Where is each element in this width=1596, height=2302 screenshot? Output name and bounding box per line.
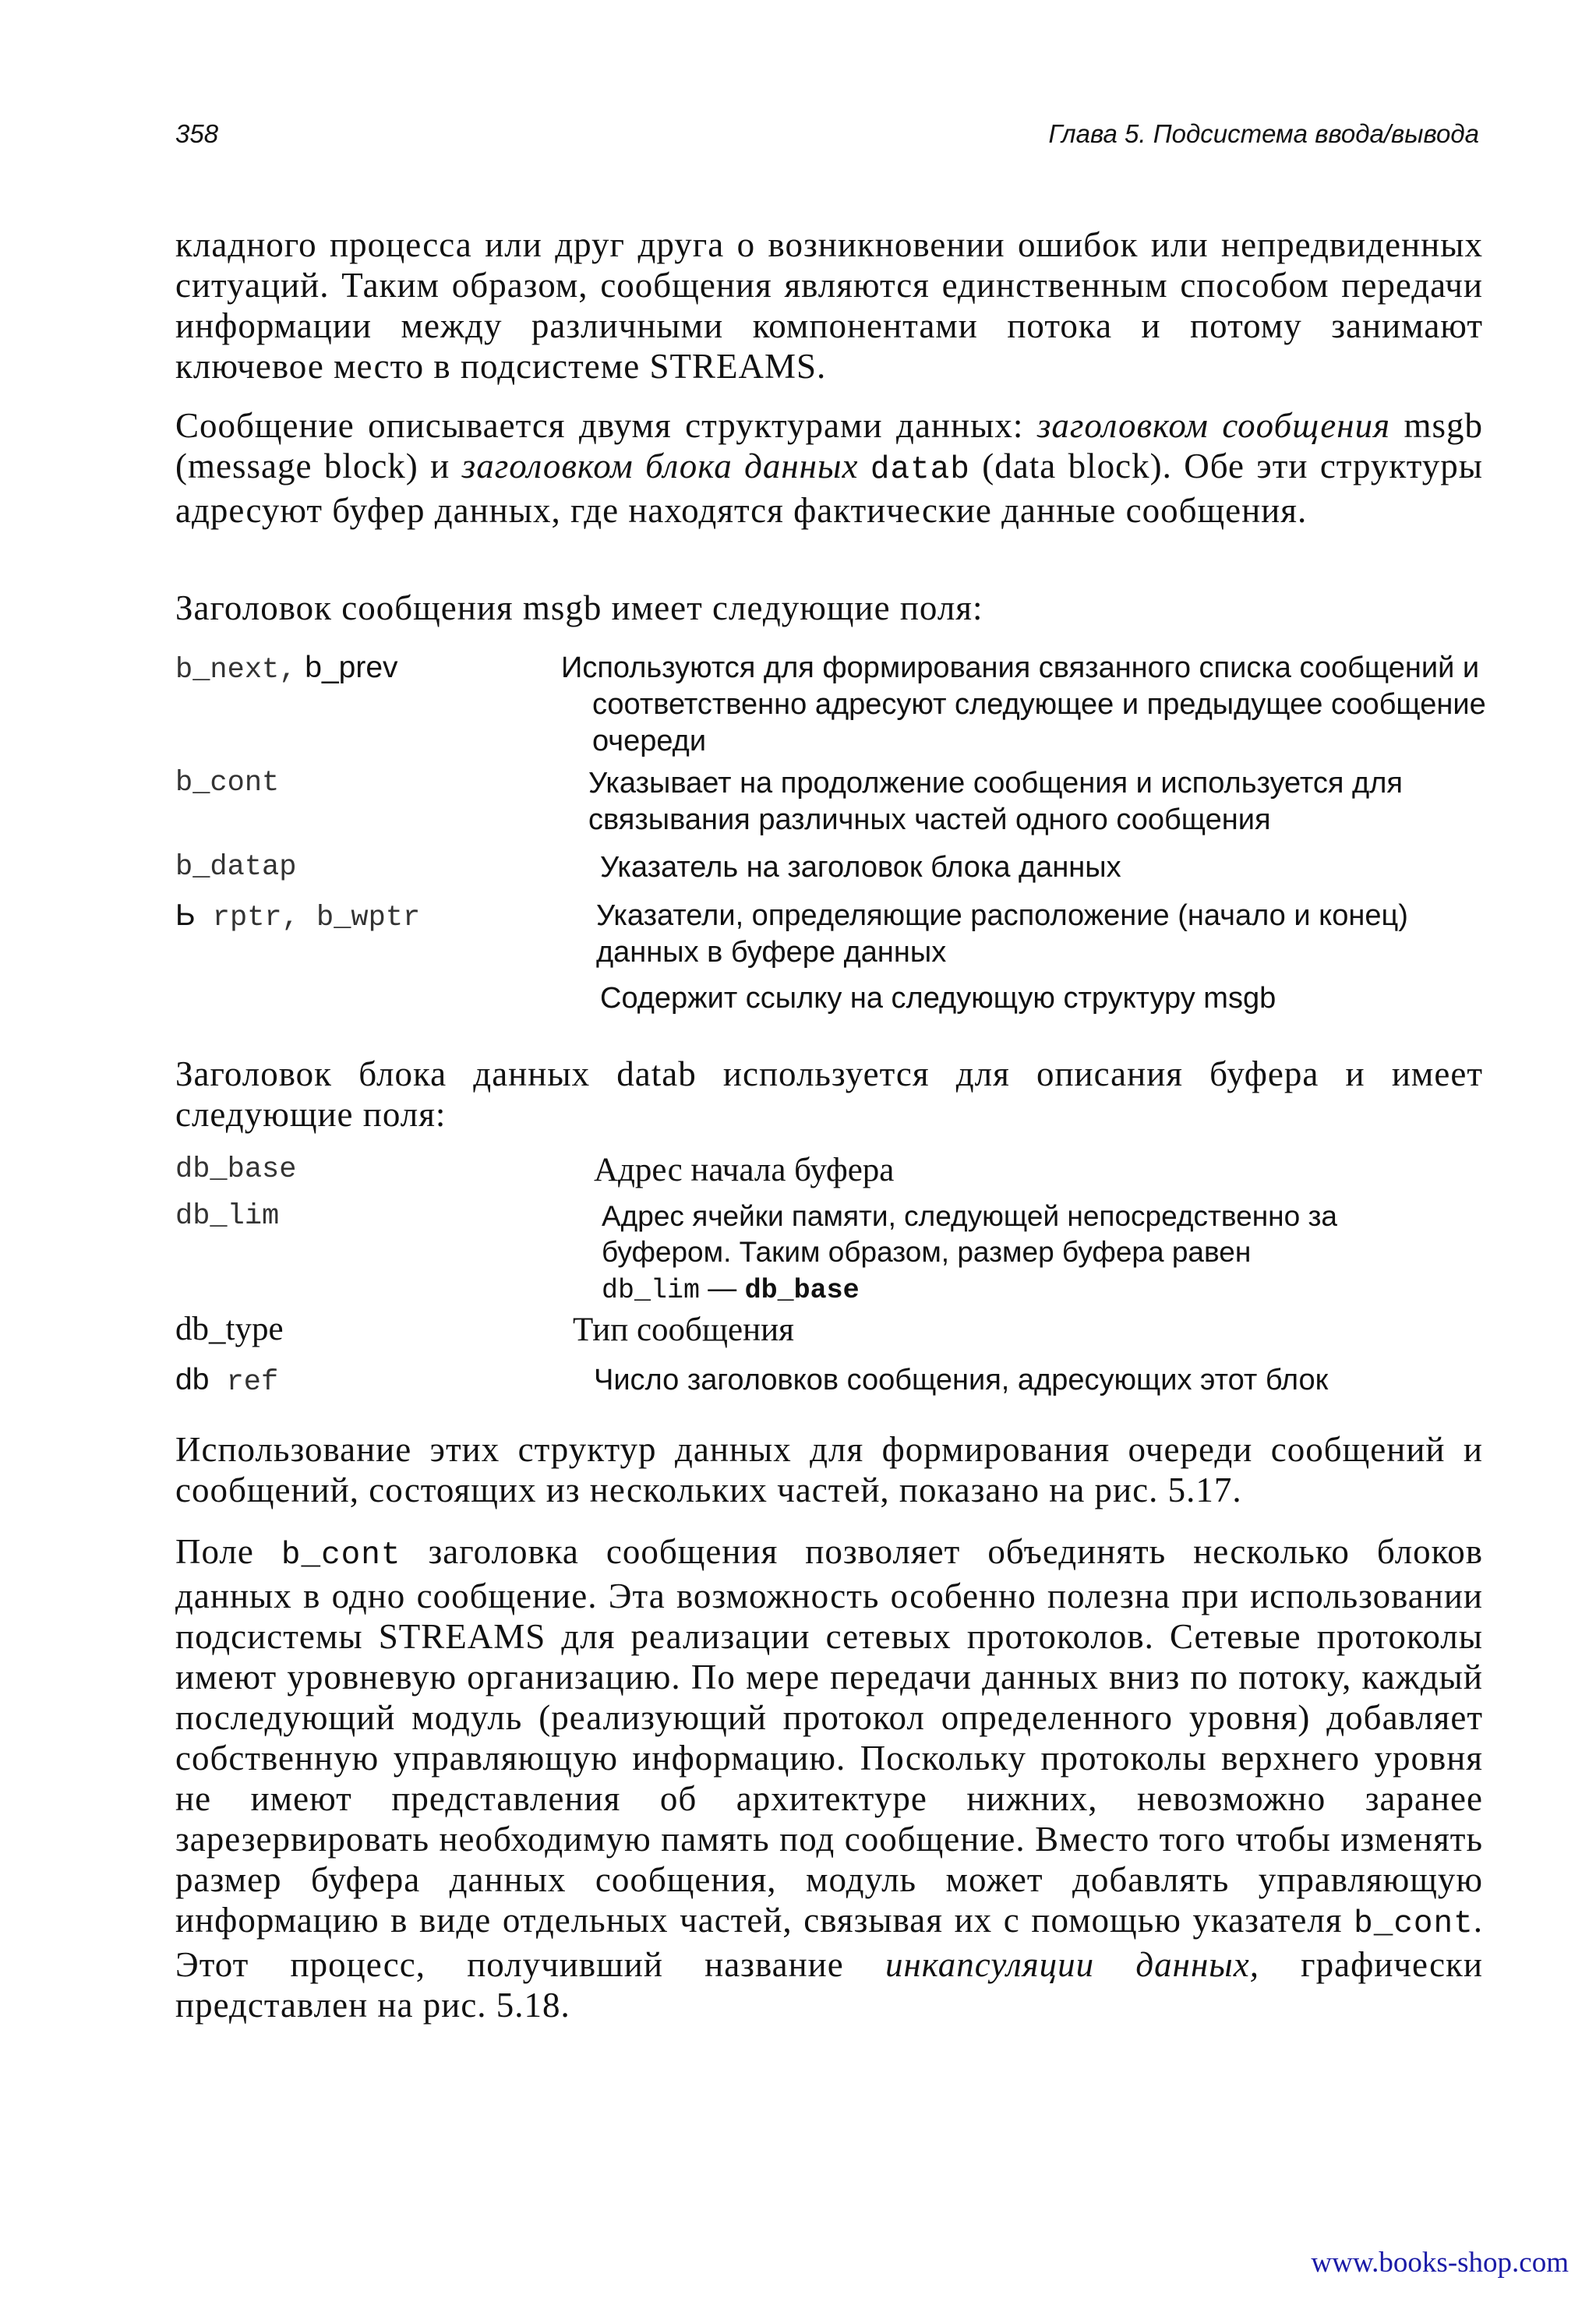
field-description: Тип сообщения <box>573 1312 794 1348</box>
field-row-b-next <box>175 650 1486 767</box>
field-description: Адрес ячейки памяти, следующей непосредственно за буфером. Таким образом, размер буфера равен db_lim — db_base <box>602 1200 1337 1306</box>
field-row-b-datap <box>175 849 1483 888</box>
paragraph-5: Использование этих структур данных для формирования очереди сообщений и сообщений, состоящих из нескольких частей, показано на рис. 5.17. <box>175 1430 1483 1509</box>
field-term: db_lim <box>175 1200 280 1233</box>
field-term: db_base <box>175 1153 297 1186</box>
field-row-db-base <box>175 1152 1483 1191</box>
field-description: Используются для формирования связанного списка сообщений и соответственно адресуют следующее и предыдущее сообщение очереди <box>561 651 1486 757</box>
field-row-db-lim <box>175 1199 1483 1306</box>
field-description: Содержит ссылку на следующую структуру msgb <box>600 982 1276 1015</box>
field-description: Указывает на продолжение сообщения и используется для связывания различных частей одного сообщения <box>588 767 1403 836</box>
paragraph-4: Заголовок блока данных datab используется для описания буфера и имеет следующие поля: <box>175 1054 1483 1134</box>
paragraph-6: Поле b_cont заголовка сообщения позволяет объединять несколько блоков данных в одно сообщение. Эта возможность особенно полезна при использовании подсистемы STREAMS для реализации сетевых протоколов. Сетевые протоколы имеют уровневую организацию. По мере передачи данных вниз по потоку, каждый последующий модуль (реализующий протокол определенного уровня) добавляет собственную управляющую информацию. Поскольку протоколы верхнего уровня не имеют представления об архитектуре нижних, невозможно заранее зарезервировать необходимую память под сообщение. Вместо того чтобы изменять размер буфера данных сообщения, модуль может добавлять управляющую информацию в виде отдельных частей, связывая их с помощью указателя b_cont. Этот процесс, получивший название инкапсуляции данных, графически представлен на рис. 5.18. <box>175 1532 1483 2025</box>
field-row-b-next-ref <box>175 980 1483 1019</box>
field-term: db_type <box>175 1311 284 1347</box>
field-row-db-ref <box>175 1362 1483 1401</box>
field-term: b_datap <box>175 851 297 884</box>
field-row-db-type <box>175 1312 1483 1350</box>
paragraph-1: кладного процесса или друг друга о возникновении ошибок или непредвиденных ситуаций. Таким образом, сообщения являются единственным способом передачи информации между различными компонентами потока и потому занимают ключевое место в подсистеме STREAMS. <box>175 225 1483 386</box>
footer-url: www.books-shop.com <box>1311 2247 1569 2279</box>
field-description: Число заголовков сообщения, адресующих этот блок <box>594 1364 1329 1396</box>
field-row-b-rptr <box>175 898 1483 976</box>
field-term: Ь rptr, b_wptr <box>175 899 421 934</box>
paragraph-2: Сообщение описывается двумя структурами данных: заголовком сообщения msgb (message block) и заголовком блока данных datab (data block). Обе эти структуры адресуют буфер данных, где находятся фактические данные сообщения. <box>175 406 1484 530</box>
field-description: Указатель на заголовок блока данных <box>600 851 1121 884</box>
page-number: 358 <box>175 119 219 148</box>
field-term: db ref <box>175 1363 279 1399</box>
field-description: Указатели, определяющие расположение (начало и конец) данных в буфере данных <box>596 899 1408 969</box>
running-header: Глава 5. Подсистема ввода/вывода <box>1048 119 1479 148</box>
field-term: b_next, b_prev <box>175 651 398 687</box>
field-description: Адрес начала буфера <box>594 1152 895 1188</box>
field-term: b_cont <box>175 767 280 800</box>
paragraph-3: Заголовок сообщения msgb имеет следующие поля: <box>175 588 983 627</box>
field-row-b-cont <box>175 765 1483 843</box>
